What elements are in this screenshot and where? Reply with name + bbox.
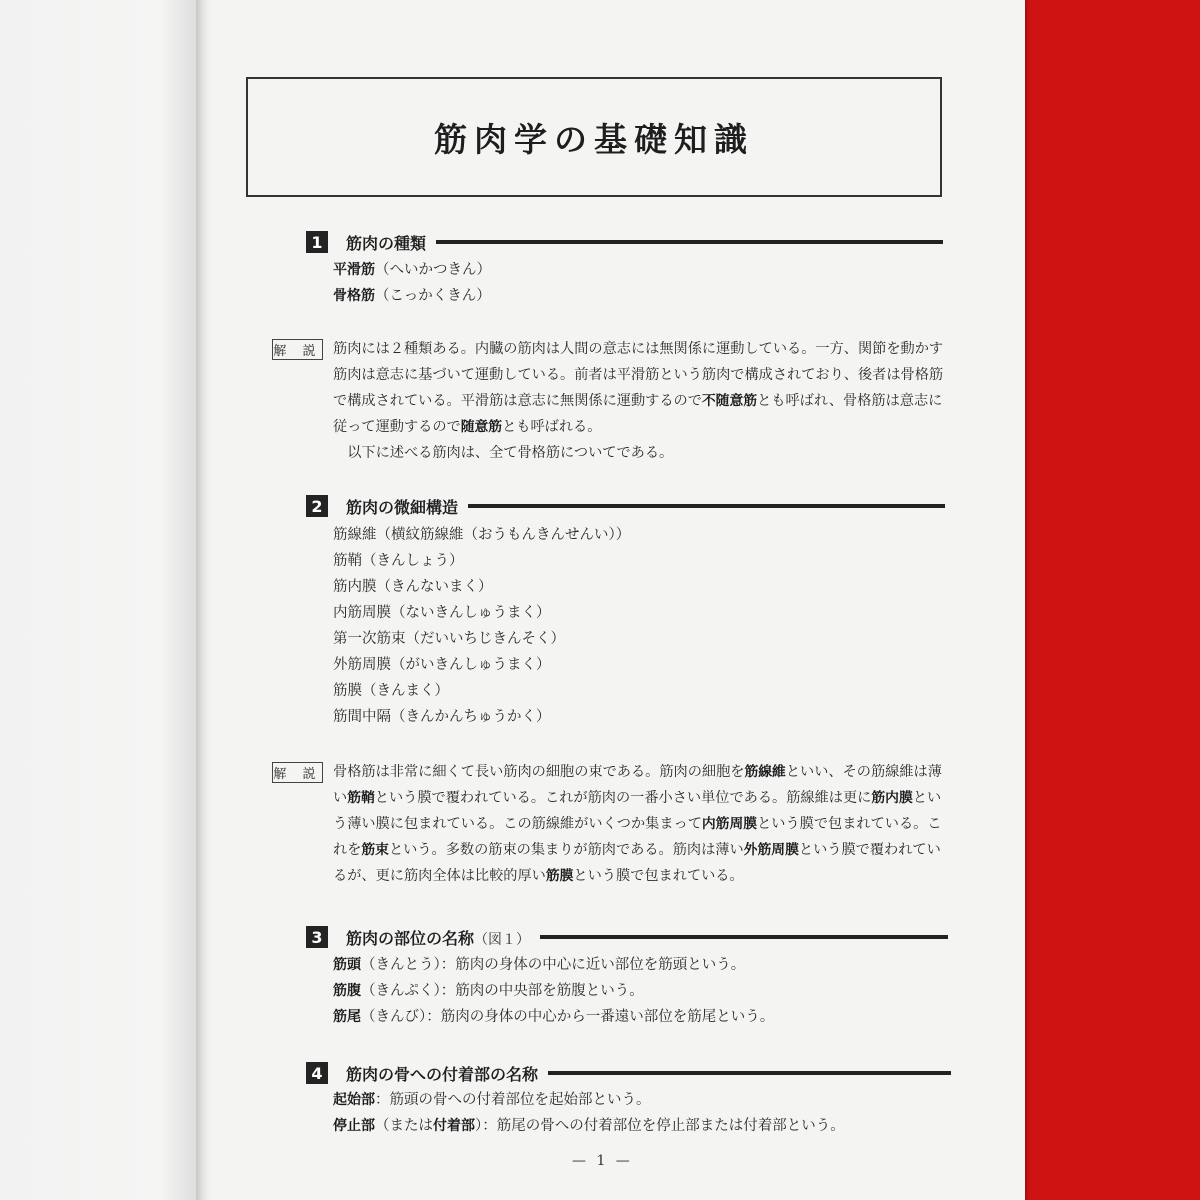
term-item: 筋腹（きんぷく）：筋肉の中央部を筋腹という。 <box>333 983 644 999</box>
term-item: 筋線維（横紋筋線維（おうもんきんせんい）） <box>333 527 631 543</box>
section-number: 4 <box>306 1062 328 1084</box>
section-title: 筋肉の種類 <box>346 233 427 253</box>
term-item: 筋頭（きんとう）：筋肉の身体の中心に近い部位を筋頭という。 <box>333 957 746 973</box>
term-item: 平滑筋（へいかつきん） <box>333 262 491 278</box>
heading-rule <box>436 240 943 244</box>
explanation-2: 骨格筋は非常に細くて長い筋肉の細胞の束である。筋肉の細胞を筋線維といい、その筋線維は薄い筋鞘という膜で覆われている。これが筋肉の一番小さい単位である。筋線維は更に筋内膜という薄い膜に包まれている。この筋線維がいくつか集まって内筋周膜という膜で包まれている。これを筋束という。多数の筋束の集まりが筋肉である。筋肉は薄い外筋周膜という膜で覆われているが、更に筋肉全体は比較的厚い筋膜という膜で包まれている。 <box>333 764 942 884</box>
section-number: 1 <box>306 231 328 253</box>
title-box <box>246 77 942 197</box>
term-item: 外筋周膜（がいきんしゅうまく） <box>333 657 551 673</box>
term-item: 筋膜（きんまく） <box>333 683 449 699</box>
term-item: 筋鞘（きんしょう） <box>333 553 464 569</box>
heading-rule <box>540 935 948 939</box>
kaisetsu-label: 解 説 <box>272 762 323 783</box>
term-item: 筋内膜（きんないまく） <box>333 579 493 595</box>
page-title: 筋肉学の基礎知識 <box>434 119 754 159</box>
section-2-heading <box>306 494 945 518</box>
term-item: 骨格筋（こっかくきん） <box>333 288 491 304</box>
term-item: 筋尾（きんび）：筋肉の身体の中心から一番遠い部位を筋尾という。 <box>333 1009 775 1025</box>
section-1-heading <box>306 230 943 254</box>
explanation-1: 筋肉には２種類ある。内臓の筋肉は人間の意志には無関係に運動している。一方、関節を動かす筋肉は意志に基づいて運動している。前者は平滑筋という筋肉で構成されており、後者は骨格筋で構成されている。平滑筋は意志に無関係に運動するので不随意筋とも呼ばれ、骨格筋は意志に従って運動するので随意筋とも呼ばれる。 以下に述べる筋肉は、全て骨格筋についてである。 <box>333 341 944 461</box>
section-title: 筋肉の部位の名称（図１） <box>346 928 531 948</box>
section-3-heading <box>306 925 948 949</box>
section-4-heading <box>306 1061 951 1085</box>
section-title: 筋肉の骨への付着部の名称 <box>346 1064 539 1084</box>
term-item: 筋間中隔（きんかんちゅうかく） <box>333 709 551 725</box>
left-page <box>0 0 200 1200</box>
book-gutter <box>196 0 210 1200</box>
term-item: 内筋周膜（ないきんしゅうまく） <box>333 605 551 621</box>
section-number: 3 <box>306 926 328 948</box>
heading-rule <box>468 504 945 508</box>
section-title: 筋肉の微細構造 <box>346 497 459 517</box>
section-number: 2 <box>306 495 328 517</box>
term-item: 停止部（または付着部）：筋尾の骨への付着部位を停止部または付着部という。 <box>333 1118 845 1134</box>
heading-rule <box>548 1071 951 1075</box>
red-background <box>1010 0 1200 1200</box>
term-item: 第一次筋束（だいいちじきんそく） <box>333 631 565 647</box>
page-number: — 1 — <box>572 1153 633 1169</box>
term-item: 起始部：筋頭の骨への付着部位を起始部という。 <box>333 1092 651 1108</box>
kaisetsu-label: 解 説 <box>272 339 323 360</box>
